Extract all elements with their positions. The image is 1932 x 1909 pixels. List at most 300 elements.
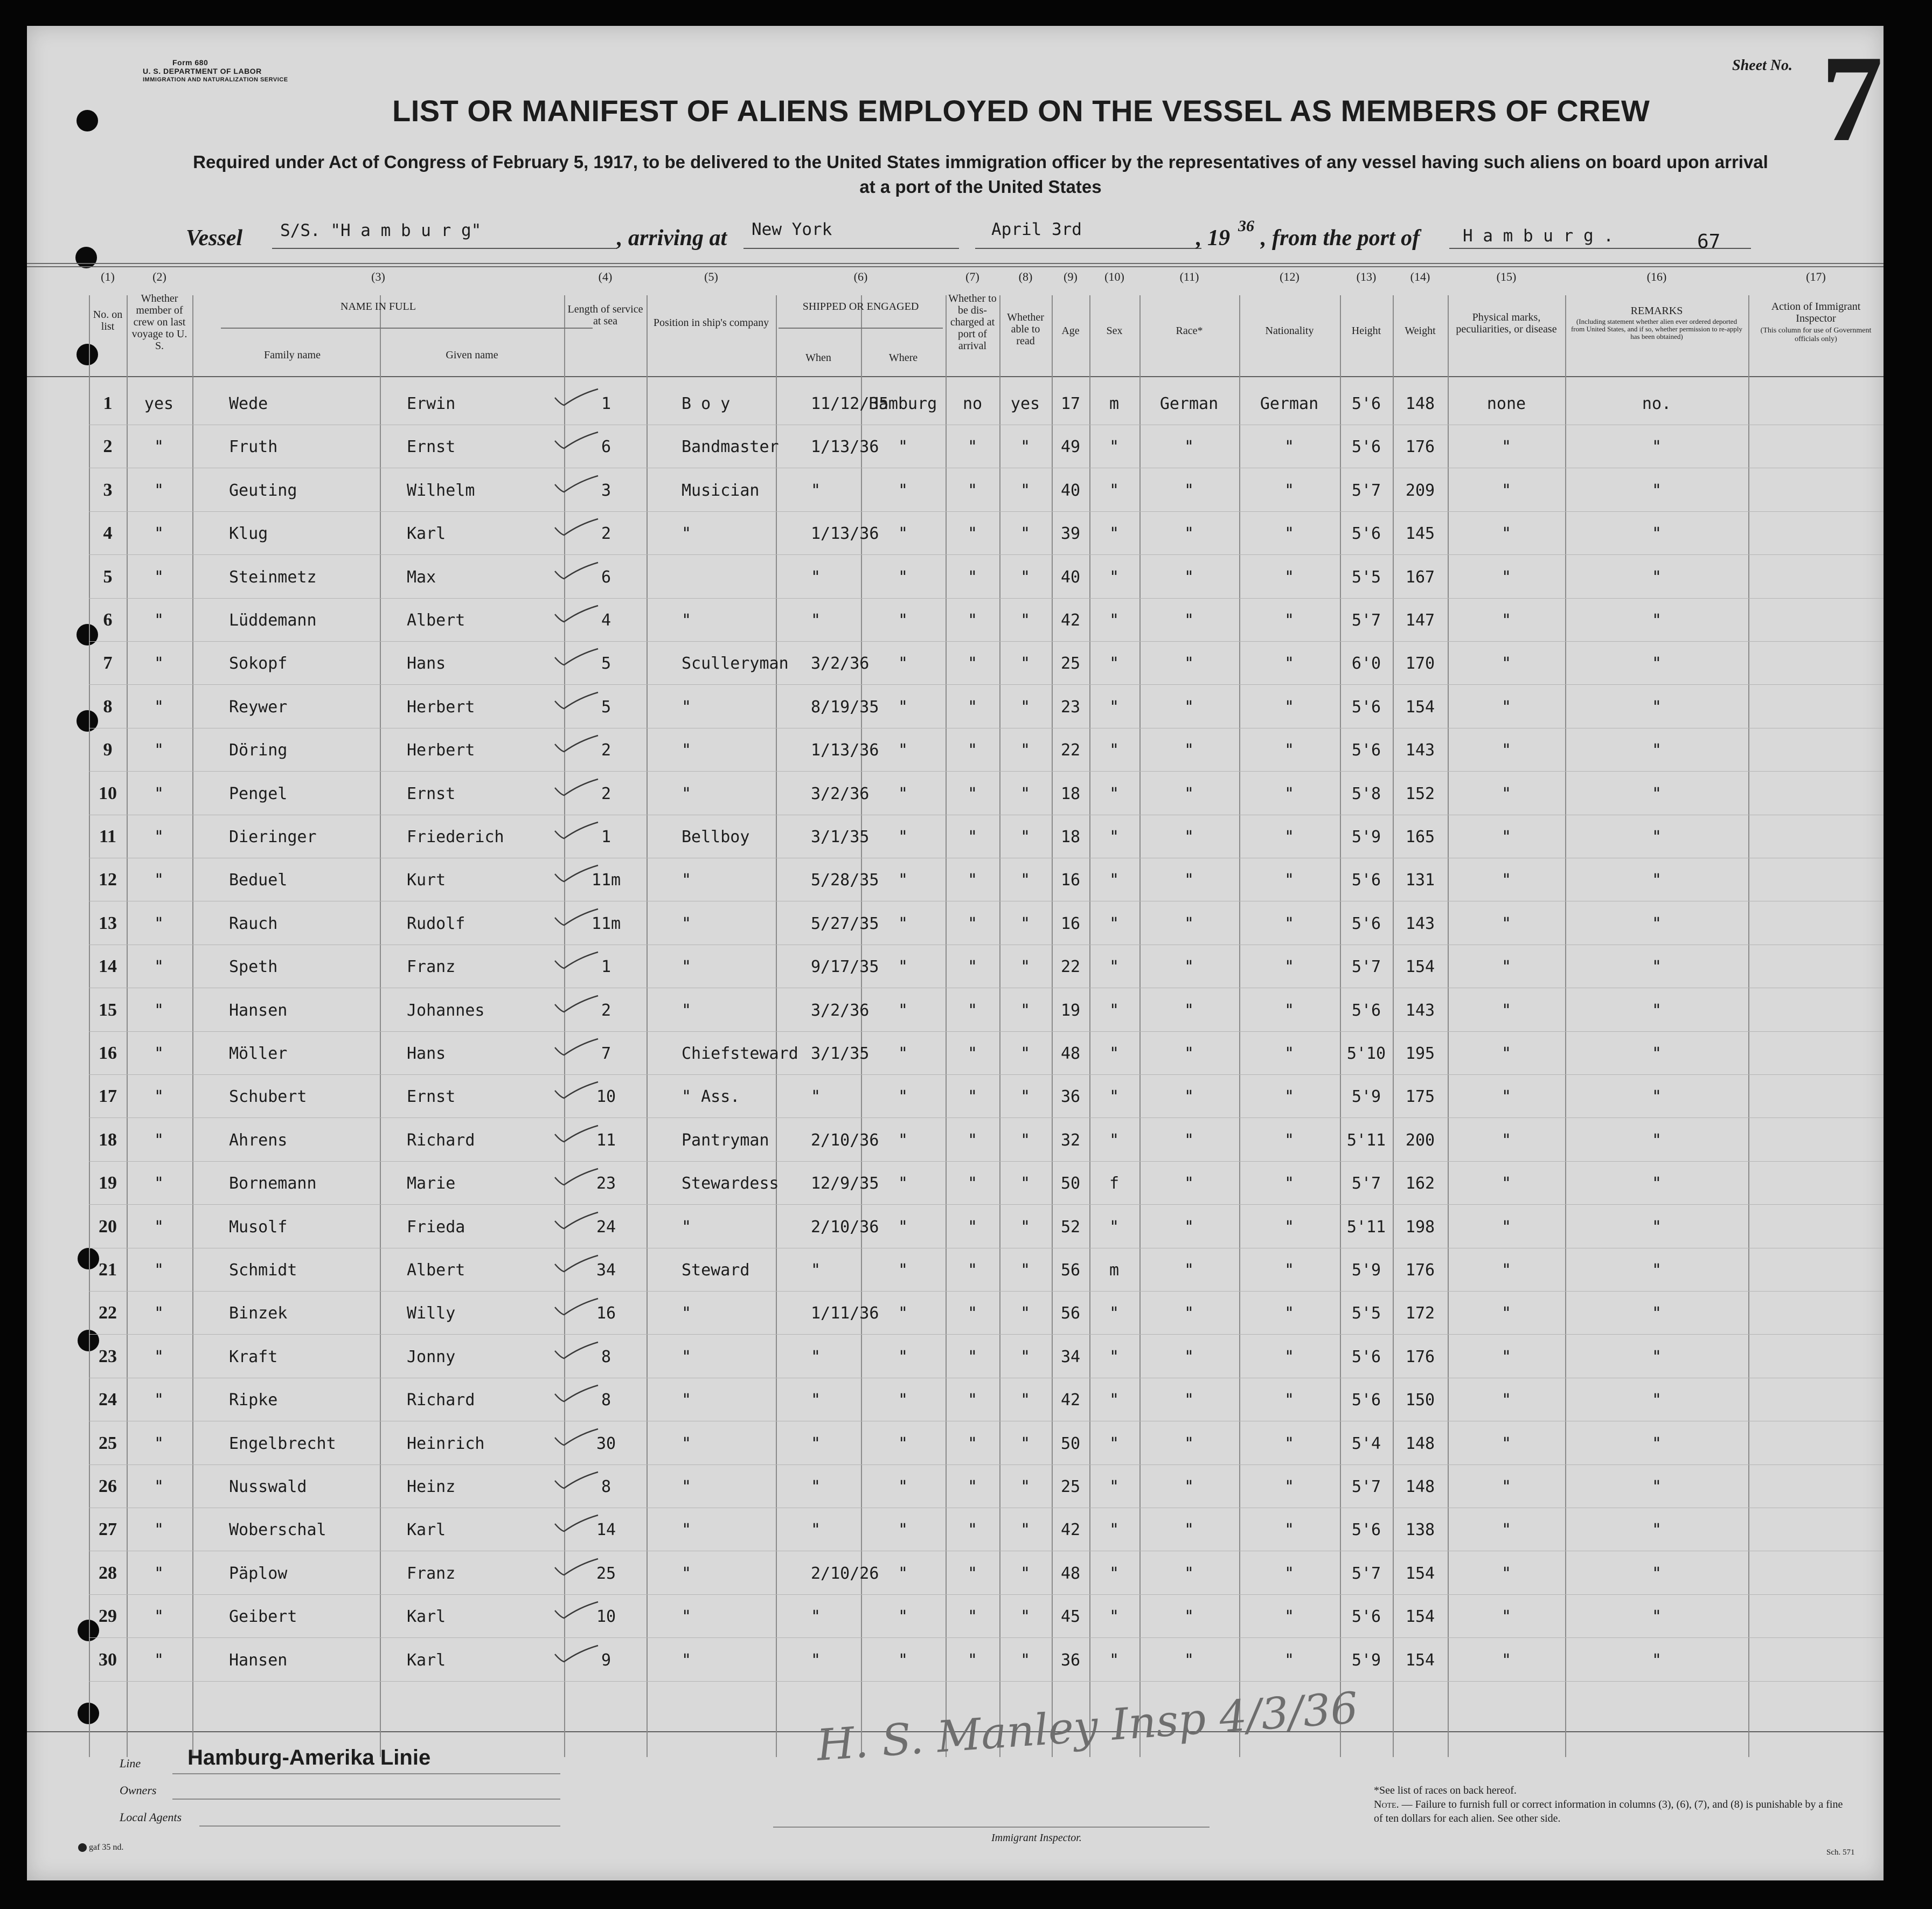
cell-height: 5'7 [1351, 1174, 1381, 1193]
cell-family: Bornemann [229, 1174, 317, 1193]
cell-age: 18 [1060, 828, 1081, 846]
inspector-label: Immigrant Inspector. [991, 1832, 1082, 1844]
cell-marks: " [1501, 1304, 1512, 1323]
cell-position: " [682, 1607, 692, 1627]
row-rule [89, 511, 1884, 512]
races-note: *See list of races on back hereof. [1374, 1785, 1517, 1796]
cell-length: 2 [601, 1001, 611, 1020]
cell-remarks: " [1651, 1521, 1662, 1540]
page-subtitle [81, 150, 1880, 199]
header-able-to-read: Whether able to read [1007, 311, 1044, 347]
cell-given: Heinrich [407, 1434, 485, 1453]
cell-height: 5'6 [1351, 1391, 1381, 1410]
header-nationality: Nationality [1265, 325, 1314, 337]
cell-height: 5'7 [1351, 1564, 1381, 1583]
row-rule [89, 1334, 1884, 1335]
cell-where: " [898, 1650, 908, 1670]
row-rule [89, 1031, 1884, 1032]
cell-race: " [1184, 1304, 1194, 1323]
cell-weight: 145 [1405, 524, 1435, 544]
cell-weight: 154 [1405, 1564, 1435, 1583]
header-given-name: Given name [446, 349, 498, 361]
cell-nationality: " [1284, 1304, 1295, 1323]
cell-weight: 154 [1405, 697, 1435, 717]
cell-height: 5'7 [1351, 481, 1381, 500]
cell-length: 5 [601, 654, 611, 674]
cell-position: " [682, 611, 692, 630]
cell-length: 34 [596, 1261, 616, 1280]
cell-discharged: " [967, 1304, 978, 1323]
cell-marks: " [1501, 567, 1512, 587]
cell-when: 8/19/35 [811, 697, 879, 717]
cell-member: " [154, 1521, 164, 1540]
cell-sex: " [1109, 1347, 1120, 1366]
cell-marks: " [1501, 524, 1512, 544]
cell-height: 5'9 [1351, 828, 1381, 846]
header-whether-member: Whether member of crew on last voyage to U. S. [131, 293, 187, 352]
check-mark-icon [552, 1037, 601, 1058]
cell-sex: m [1109, 394, 1120, 413]
cell-discharged: " [967, 1174, 978, 1193]
cell-family: Binzek [229, 1304, 288, 1323]
schedule-number: Sch. 571 [1826, 1848, 1855, 1857]
printer-mark-icon [78, 1843, 87, 1852]
cell-length: 4 [601, 611, 611, 630]
cell-when: 3/2/36 [811, 784, 870, 803]
cell-weight: 138 [1405, 1521, 1435, 1540]
col-num-16: (16) [1646, 270, 1667, 283]
cell-family: Kraft [229, 1347, 278, 1366]
col-num-6: (6) [853, 270, 868, 283]
service-name: IMMIGRATION AND NATURALIZATION SERVICE [143, 77, 288, 83]
cell-age: 34 [1060, 1347, 1081, 1366]
cell-nationality: " [1284, 914, 1295, 933]
cell-race: " [1184, 438, 1194, 457]
cell-remarks: " [1651, 957, 1662, 977]
header-action: Action of Immigrant Inspector [1771, 301, 1861, 324]
cell-remarks: " [1651, 1347, 1662, 1366]
cell-weight: 200 [1405, 1130, 1435, 1150]
header-remarks-note: (Including statement whether alien ever ordered deported from United States, and if so, whether permission to re-apply has been obtained) [1570, 317, 1743, 341]
cell-sex: " [1109, 1130, 1120, 1150]
cell-when: 1/13/36 [811, 438, 879, 457]
cell-read: " [1020, 914, 1031, 933]
cell-sex: " [1109, 957, 1120, 977]
cell-nationality: " [1284, 1217, 1295, 1237]
cell-discharged: " [967, 1347, 978, 1366]
year-suffix: 36 [1238, 217, 1254, 235]
header-physical-marks: Physical marks, peculiarities, or disease [1456, 311, 1557, 335]
cell-position: " [682, 697, 692, 717]
cell-member: " [154, 611, 164, 630]
cell-member: " [154, 1347, 164, 1366]
cell-position: " [682, 1564, 692, 1583]
row-number: 18 [99, 1129, 117, 1150]
check-mark-icon [552, 517, 601, 538]
cell-position: Bandmaster [682, 438, 779, 457]
col-num-15: (15) [1496, 270, 1517, 283]
cell-height: 5'6 [1351, 524, 1381, 544]
cell-race: " [1184, 481, 1194, 500]
cell-height: 5'7 [1351, 957, 1381, 977]
cell-sex: " [1109, 567, 1120, 587]
cell-marks: " [1501, 1001, 1512, 1020]
cell-family: Fruth [229, 438, 278, 457]
header-family-name: Family name [264, 349, 321, 361]
cell-weight: 148 [1405, 1477, 1435, 1496]
col-num-9: (9) [1064, 270, 1078, 283]
date-underline [975, 248, 1201, 249]
cell-family: Döring [229, 741, 288, 760]
cell-sex: " [1109, 1607, 1120, 1627]
header-where: Where [888, 352, 918, 364]
row-rule [89, 1464, 1884, 1465]
note-label: Note. [1374, 1799, 1399, 1810]
cell-family: Pengel [229, 784, 288, 803]
cell-weight: 143 [1405, 741, 1435, 760]
check-mark-icon [552, 1470, 601, 1491]
cell-age: 50 [1060, 1434, 1081, 1453]
cell-sex: " [1109, 481, 1120, 500]
cell-weight: 165 [1405, 828, 1435, 846]
cell-length: 23 [596, 1174, 616, 1193]
owners-label: Owners [120, 1783, 157, 1797]
check-mark-icon [552, 1513, 601, 1535]
cell-when: " [811, 1434, 821, 1453]
cell-member: " [154, 1261, 164, 1280]
subtitle-line-2: at a port of the United States [859, 177, 1102, 197]
cell-where: " [898, 697, 908, 717]
cell-when: " [811, 1347, 821, 1366]
cell-discharged: " [967, 828, 978, 846]
cell-discharged: " [967, 1001, 978, 1020]
cell-nationality: " [1284, 1044, 1295, 1063]
cell-given: Karl [407, 1650, 446, 1670]
check-mark-icon [552, 1557, 601, 1578]
cell-weight: 172 [1405, 1304, 1435, 1323]
cell-nationality: " [1284, 567, 1295, 587]
cell-length: 1 [601, 828, 611, 846]
header-no-on-list: No. on list [93, 309, 123, 332]
col-num-14: (14) [1410, 270, 1430, 283]
cell-race: " [1184, 654, 1194, 674]
row-number: 20 [99, 1216, 117, 1237]
cell-read: " [1020, 1607, 1031, 1627]
cell-when: 2/10/26 [811, 1564, 879, 1583]
cell-member: " [154, 654, 164, 674]
cell-marks: " [1501, 481, 1512, 500]
cell-age: 39 [1060, 524, 1081, 544]
cell-marks: " [1501, 1217, 1512, 1237]
cell-member: " [154, 697, 164, 717]
cell-remarks: " [1651, 1650, 1662, 1670]
cell-where: " [898, 1130, 908, 1150]
cell-discharged: " [967, 1434, 978, 1453]
cell-length: 1 [601, 957, 611, 977]
header-sex: Sex [1106, 325, 1123, 337]
cell-member: " [154, 741, 164, 760]
cell-age: 25 [1060, 654, 1081, 674]
cell-remarks: " [1651, 784, 1662, 803]
cell-marks: " [1501, 1434, 1512, 1453]
arriving-underline [743, 248, 959, 249]
cell-position: " [682, 1521, 692, 1540]
cell-weight: 162 [1405, 1174, 1435, 1193]
cell-sex: " [1109, 1217, 1120, 1237]
cell-race: " [1184, 1174, 1194, 1193]
cell-marks: " [1501, 1564, 1512, 1583]
cell-sex: " [1109, 1087, 1120, 1107]
check-mark-icon [552, 1340, 601, 1362]
cell-race: " [1184, 1001, 1194, 1020]
cell-height: 5'6 [1351, 741, 1381, 760]
cell-member: " [154, 1001, 164, 1020]
cell-where: " [898, 567, 908, 587]
note-text: — Failure to furnish full or correct information in columns (3), (6), (7), and (8) is punishable by a fine of ten dollars for each alien. See other side. [1374, 1799, 1843, 1824]
col-num-13: (13) [1356, 270, 1377, 283]
sheet-number-label: Sheet No. [1732, 57, 1792, 74]
cell-weight: 176 [1405, 1261, 1435, 1280]
cell-marks: " [1501, 741, 1512, 760]
cell-age: 45 [1060, 1607, 1081, 1627]
cell-race: " [1184, 1347, 1194, 1366]
cell-length: 11m [591, 871, 621, 890]
cell-sex: " [1109, 1001, 1120, 1020]
cell-family: Nusswald [229, 1477, 307, 1496]
header-height: Height [1351, 325, 1381, 337]
row-number: 9 [103, 740, 113, 760]
cell-discharged: " [967, 1261, 978, 1280]
cell-remarks: " [1651, 1607, 1662, 1627]
cell-when: 11/12/35 [811, 394, 889, 413]
line-underline [172, 1773, 560, 1774]
cell-discharged: " [967, 611, 978, 630]
cell-when: 5/27/35 [811, 914, 879, 933]
check-mark-icon [552, 430, 601, 452]
cell-where: " [898, 1304, 908, 1323]
cell-read: " [1020, 871, 1031, 890]
cell-member: " [154, 1130, 164, 1150]
cell-marks: " [1501, 784, 1512, 803]
punch-hole [75, 247, 97, 268]
cell-given: Rudolf [407, 914, 465, 933]
cell-length: 25 [596, 1564, 616, 1583]
cell-position: " [682, 1650, 692, 1670]
punch-hole [77, 344, 98, 365]
cell-given: Karl [407, 524, 446, 544]
cell-when: 3/2/36 [811, 654, 870, 674]
cell-sex: m [1109, 1261, 1120, 1280]
header-shipped-engaged: SHIPPED OR ENGAGED [802, 301, 919, 313]
cell-remarks: " [1651, 1391, 1662, 1410]
cell-marks: " [1501, 1174, 1512, 1193]
cell-race: " [1184, 1391, 1194, 1410]
year-prefix: , 19 [1196, 226, 1230, 251]
cell-when: " [811, 567, 821, 587]
cell-height: 5'6 [1351, 914, 1381, 933]
cell-family: Speth [229, 957, 278, 977]
cell-race: " [1184, 957, 1194, 977]
cell-member: " [154, 567, 164, 587]
cell-when: 3/1/35 [811, 1044, 870, 1063]
header-weight: Weight [1405, 325, 1436, 337]
form-id-block [143, 58, 288, 84]
cell-family: Reywer [229, 697, 288, 717]
cell-family: Lüddemann [229, 611, 317, 630]
cell-discharged: " [967, 567, 978, 587]
cell-read: " [1020, 1174, 1031, 1193]
check-mark-icon [552, 863, 601, 885]
cell-nationality: " [1284, 1477, 1295, 1496]
cell-sex: " [1109, 611, 1120, 630]
cell-length: 2 [601, 524, 611, 544]
cell-length: 8 [601, 1477, 611, 1496]
cell-member: " [154, 524, 164, 544]
col-num-4: (4) [598, 270, 613, 283]
cell-family: Ahrens [229, 1130, 288, 1150]
cell-sex: " [1109, 914, 1120, 933]
cell-position: B o y [682, 394, 731, 413]
cell-position: " [682, 1477, 692, 1496]
cell-marks: " [1501, 1087, 1512, 1107]
cell-race: " [1184, 1261, 1194, 1280]
cell-member: " [154, 1650, 164, 1670]
row-rule [89, 641, 1884, 642]
cell-read: " [1020, 611, 1031, 630]
check-mark-icon [552, 950, 601, 971]
voyage-number: 67 [1697, 231, 1721, 253]
cell-where: " [898, 1347, 908, 1366]
cell-position: Steward [682, 1261, 750, 1280]
cell-when: " [811, 1391, 821, 1410]
sheet-number: 7 [1821, 30, 1883, 167]
cell-marks: " [1501, 871, 1512, 890]
col-num-17: (17) [1806, 270, 1826, 283]
printer-mark-text: gaf 35 nd. [89, 1843, 124, 1852]
cell-length: 8 [601, 1347, 611, 1366]
cell-family: Hansen [229, 1650, 288, 1670]
cell-given: Johannes [407, 1001, 485, 1020]
cell-read: " [1020, 1130, 1031, 1150]
cell-position: " [682, 1391, 692, 1410]
cell-remarks: " [1651, 828, 1662, 846]
cell-race: " [1184, 828, 1194, 846]
cell-when: 1/13/36 [811, 741, 879, 760]
cell-age: 56 [1060, 1261, 1081, 1280]
cell-marks: " [1501, 1347, 1512, 1366]
row-rule [89, 771, 1884, 772]
cell-family: Geibert [229, 1607, 297, 1627]
cell-length: 11m [591, 914, 621, 933]
cell-weight: 175 [1405, 1087, 1435, 1107]
cell-read: " [1020, 697, 1031, 717]
cell-length: 8 [601, 1391, 611, 1410]
row-number: 2 [103, 436, 113, 457]
cell-family: Klug [229, 524, 268, 544]
row-number: 5 [103, 566, 113, 587]
cell-where: Hamburg [868, 394, 937, 413]
cell-remarks: " [1651, 481, 1662, 500]
cell-read: " [1020, 1521, 1031, 1540]
row-number: 21 [99, 1260, 117, 1280]
check-mark-icon [552, 647, 601, 668]
cell-where: " [898, 871, 908, 890]
cell-remarks: " [1651, 1304, 1662, 1323]
cell-remarks: " [1651, 1087, 1662, 1107]
cell-nationality: " [1284, 1650, 1295, 1670]
cell-member: " [154, 784, 164, 803]
cell-weight: 152 [1405, 784, 1435, 803]
cell-position: " [682, 871, 692, 890]
cell-nationality: " [1284, 741, 1295, 760]
cell-when: 5/28/35 [811, 871, 879, 890]
cell-position: " [682, 1304, 692, 1323]
cell-discharged: " [967, 1650, 978, 1670]
cell-nationality: " [1284, 697, 1295, 717]
cell-weight: 148 [1405, 1434, 1435, 1453]
cell-discharged: " [967, 784, 978, 803]
name-header-rule [221, 328, 593, 329]
cell-age: 52 [1060, 1217, 1081, 1237]
cell-given: Ernst [407, 784, 456, 803]
check-mark-icon [552, 820, 601, 842]
cell-family: Wede [229, 394, 268, 413]
cell-given: Richard [407, 1391, 475, 1410]
cell-given: Willy [407, 1304, 456, 1323]
check-mark-icon [552, 1210, 601, 1232]
cell-sex: f [1109, 1174, 1120, 1193]
cell-where: " [898, 654, 908, 674]
fine-note [1374, 1797, 1848, 1825]
cell-when: 1/11/36 [811, 1304, 879, 1323]
cell-position: " [682, 524, 692, 544]
cell-discharged: " [967, 438, 978, 457]
cell-member: " [154, 871, 164, 890]
cell-nationality: " [1284, 871, 1295, 890]
cell-where: " [898, 957, 908, 977]
cell-when: " [811, 1521, 821, 1540]
row-number: 1 [103, 393, 113, 413]
cell-read: " [1020, 1564, 1031, 1583]
cell-member: " [154, 438, 164, 457]
cell-given: Erwin [407, 394, 456, 413]
row-number: 14 [99, 956, 117, 977]
owners-underline [172, 1799, 560, 1800]
cell-remarks: " [1651, 1477, 1662, 1496]
cell-member: " [154, 914, 164, 933]
cell-nationality: " [1284, 1521, 1295, 1540]
cell-marks: " [1501, 1521, 1512, 1540]
check-mark-icon [552, 1643, 601, 1665]
cell-where: " [898, 1434, 908, 1453]
cell-race: " [1184, 1217, 1194, 1237]
check-mark-icon [552, 733, 601, 755]
cell-member: " [154, 828, 164, 846]
cell-age: 42 [1060, 1521, 1081, 1540]
cell-sex: " [1109, 1650, 1120, 1670]
cell-age: 49 [1060, 438, 1081, 457]
cell-length: 14 [596, 1521, 616, 1540]
cell-weight: 170 [1405, 654, 1435, 674]
header-race: Race* [1176, 325, 1203, 337]
cell-weight: 154 [1405, 1650, 1435, 1670]
cell-remarks: " [1651, 1261, 1662, 1280]
cell-where: " [898, 1261, 908, 1280]
cell-discharged: " [967, 914, 978, 933]
header-discharged: Whether to be dis-charged at port of arrival [948, 293, 997, 352]
cell-read: " [1020, 1650, 1031, 1670]
check-mark-icon [552, 387, 601, 408]
